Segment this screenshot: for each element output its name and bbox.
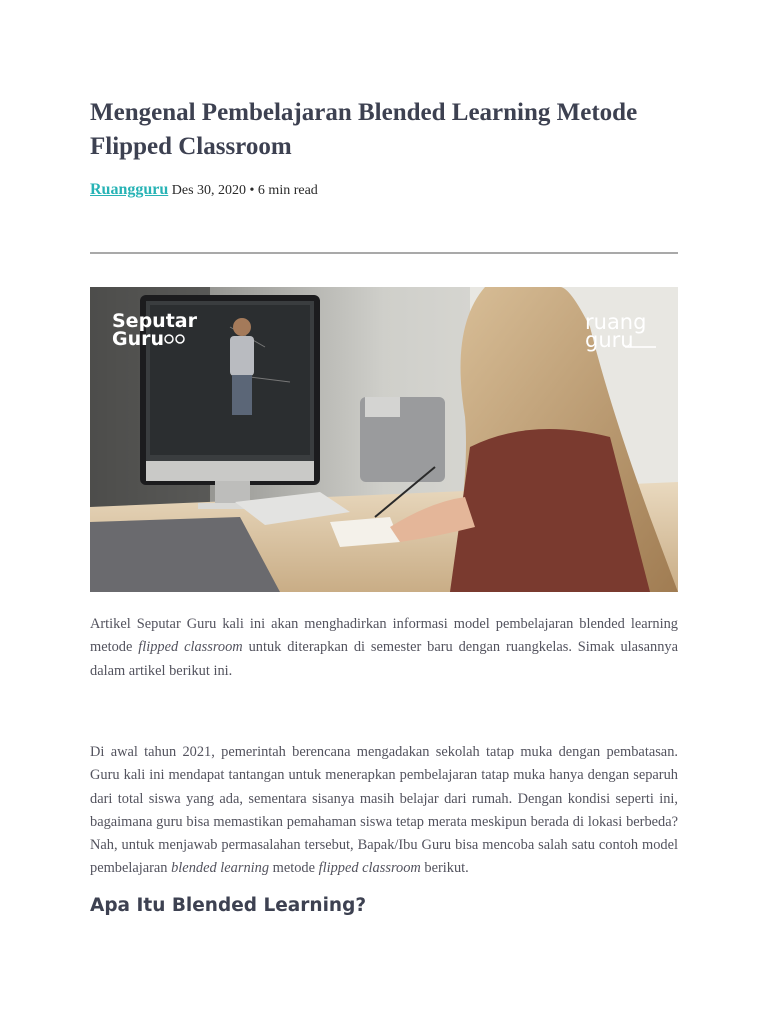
intro-paragraph: [90, 613, 678, 683]
body-emphasis-1: blended learning: [171, 860, 270, 877]
intro-emphasis-1: flipped classroom: [138, 639, 243, 656]
hero-badge-line2: Guru: [112, 328, 165, 350]
author-link[interactable]: Ruangguru: [90, 181, 169, 198]
body-text-2: metode: [269, 860, 319, 877]
hero-image: [90, 287, 678, 592]
hero-brand-line2: guru: [585, 328, 634, 352]
intro-text-2: untuk diterapkan di semester baru dengan ruangkelas. Simak ulasannya dalam artikel berikut ini.: [90, 639, 678, 679]
body-paragraph: [90, 741, 678, 881]
hero-illustration: [90, 287, 678, 592]
article-meta: [90, 181, 318, 199]
hero-brand-line1: ruang: [585, 310, 647, 334]
publish-info: Des 30, 2020 • 6 min read: [171, 183, 318, 198]
body-text-1: Di awal tahun 2021, pemerintah berencana mengadakan sekolah tatap muka dengan pembatasan. Guru kali ini mendapat tantangan untuk menerapkan pembelajaran tatap muka hanya dengan separuh dari total siswa yang ada, sementara sisanya masih belajar dari rumah. Dengan kondisi seperti ini, bagaimana guru bisa memastikan pemahaman siswa tetap merata meskipun berada di lokasi berbeda? Nah, untuk menjawab permasalahan tersebut, Bapak/Ibu Guru bisa mencoba salah satu contoh model pembelajaran: [90, 744, 678, 877]
hero-badge-line1: Seputar: [112, 310, 197, 332]
divider: [90, 252, 678, 254]
body-emphasis-2: flipped classroom: [318, 860, 421, 877]
intro-text-1: Artikel Seputar Guru kali ini akan menghadirkan informasi model pembelajaran blended learning metode: [90, 616, 678, 656]
article-title: Mengenal Pembelajaran Blended Learning Metode Flipped Classroom: [90, 99, 638, 160]
body-text-3: berikut.: [420, 860, 469, 877]
section-heading: Apa Itu Blended Learning?: [90, 895, 367, 916]
